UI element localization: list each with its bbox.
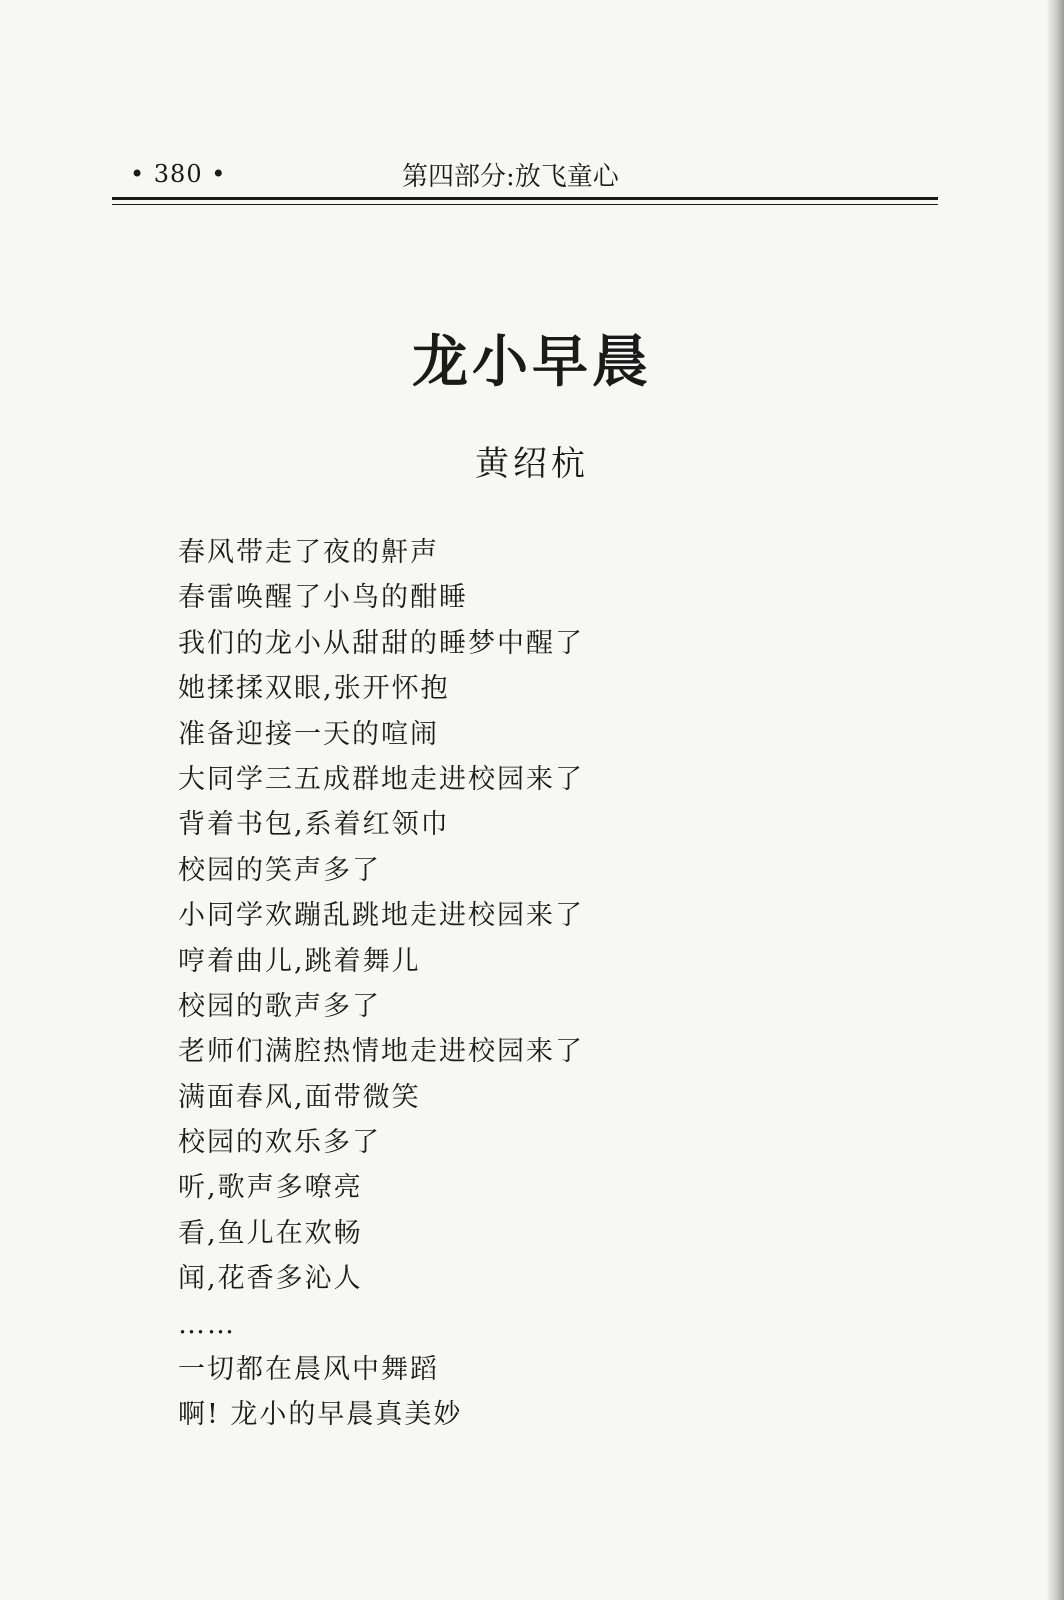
- poem-line: 春雷唤醒了小鸟的酣睡: [178, 582, 468, 614]
- poem-body: [178, 530, 938, 1438]
- page-edge-shadow: [1046, 0, 1064, 1600]
- poem-line: 满面春风,面带微笑: [178, 1081, 421, 1113]
- poem-line: 小同学欢蹦乱跳地走进校园来了: [178, 900, 584, 932]
- running-header: [112, 150, 938, 198]
- poem-line: 我们的龙小从甜甜的睡梦中醒了: [178, 627, 584, 659]
- poem-author: 黄绍杭: [475, 444, 589, 484]
- poem-line: 啊! 龙小的早晨真美妙: [178, 1399, 463, 1431]
- poem-line: 她揉揉双眼,张开怀抱: [178, 673, 450, 705]
- poem-line: 看,鱼儿在欢畅: [178, 1217, 363, 1249]
- header-rule-thin: [112, 204, 938, 205]
- poem-line: 准备迎接一天的喧闹: [178, 718, 439, 750]
- poem-title: 龙小早晨: [412, 329, 652, 395]
- page-number: • 380 •: [130, 160, 227, 188]
- poem-line: 背着书包,系着红领巾: [178, 809, 450, 841]
- section-title: 第四部分:放飞童心: [402, 162, 619, 192]
- poem-line: 老师们满腔热情地走进校园来了: [178, 1036, 584, 1068]
- header-rule-thick: [112, 197, 938, 200]
- poem-line: 听,歌声多嘹亮: [178, 1172, 363, 1204]
- poem-line: 闻,花香多沁人: [178, 1263, 363, 1295]
- poem-line: 春风带走了夜的鼾声: [178, 537, 439, 568]
- poem-line: 哼着曲儿,跳着舞儿: [178, 945, 421, 977]
- poem-line: 校园的歌声多了: [178, 990, 381, 1022]
- poem-line: 校园的笑声多了: [178, 854, 381, 886]
- poem-line: 大同学三五成群地走进校园来了: [178, 763, 584, 795]
- poem-line: ……: [178, 1308, 236, 1340]
- poem-line: 校园的欢乐多了: [178, 1127, 381, 1159]
- poem-line: 一切都在晨风中舞蹈: [178, 1354, 439, 1386]
